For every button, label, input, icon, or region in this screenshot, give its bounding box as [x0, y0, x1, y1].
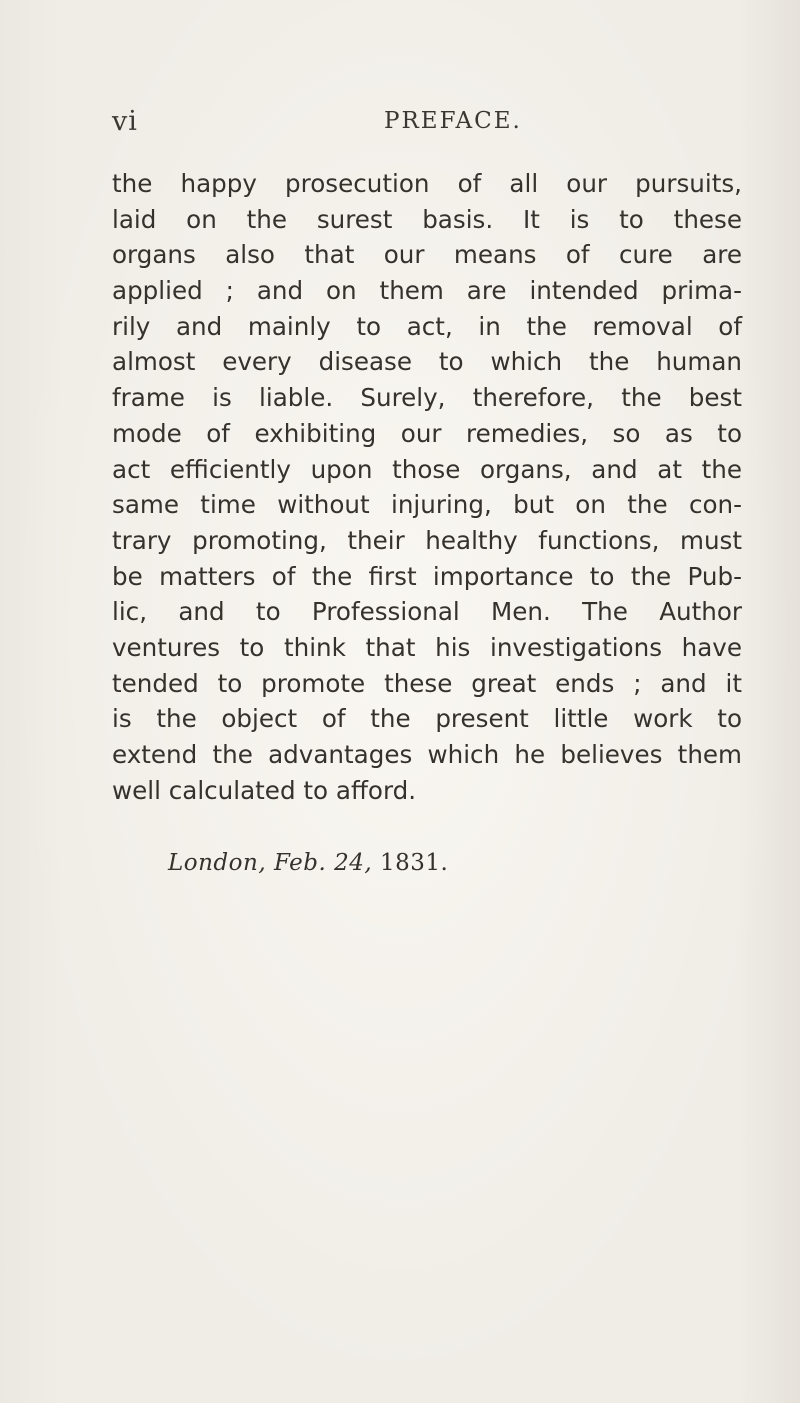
- text-line: tended to promote these great ends ; and it: [112, 668, 742, 698]
- text-line: mode of exhibiting our remedies, so as to: [112, 418, 742, 448]
- preface-text: [112, 166, 742, 808]
- running-head-title: PREFACE.: [384, 108, 522, 134]
- text-line: frame is liable. Surely, therefore, the best: [112, 383, 742, 413]
- text-line: the happy prosecution of all our pursuits,: [112, 169, 742, 198]
- text-line: applied ; and on them are intended prima-: [112, 276, 742, 306]
- text-line: almost every disease to which the human: [112, 347, 742, 377]
- text-line: be matters of the first importance to the Pub-: [112, 561, 742, 591]
- dateline: [168, 850, 448, 876]
- running-head: [112, 106, 732, 138]
- text-line: lic, and to Professional Men. The Author: [112, 597, 742, 627]
- text-line: trary promoting, their healthy functions, must: [112, 525, 742, 555]
- page-number: vi: [112, 106, 138, 137]
- dateline-year: 1831.: [380, 850, 449, 876]
- text-line: organs also that our means of cure are: [112, 240, 742, 270]
- text-line: same time without injuring, but on the con-: [112, 490, 742, 520]
- text-line: rily and mainly to act, in the removal of: [112, 311, 742, 341]
- text-line: is the object of the present little work to: [112, 704, 742, 734]
- text-line: ventures to think that his investigations have: [112, 632, 742, 662]
- text-line-last: well calculated to afford.: [112, 775, 417, 805]
- text-line: act efficiently upon those organs, and at the: [112, 454, 742, 484]
- text-line: extend the advantages which he believes them: [112, 740, 742, 769]
- text-line: laid on the surest basis. It is to these: [112, 204, 742, 234]
- dateline-place-date: London, Feb. 24,: [168, 850, 373, 876]
